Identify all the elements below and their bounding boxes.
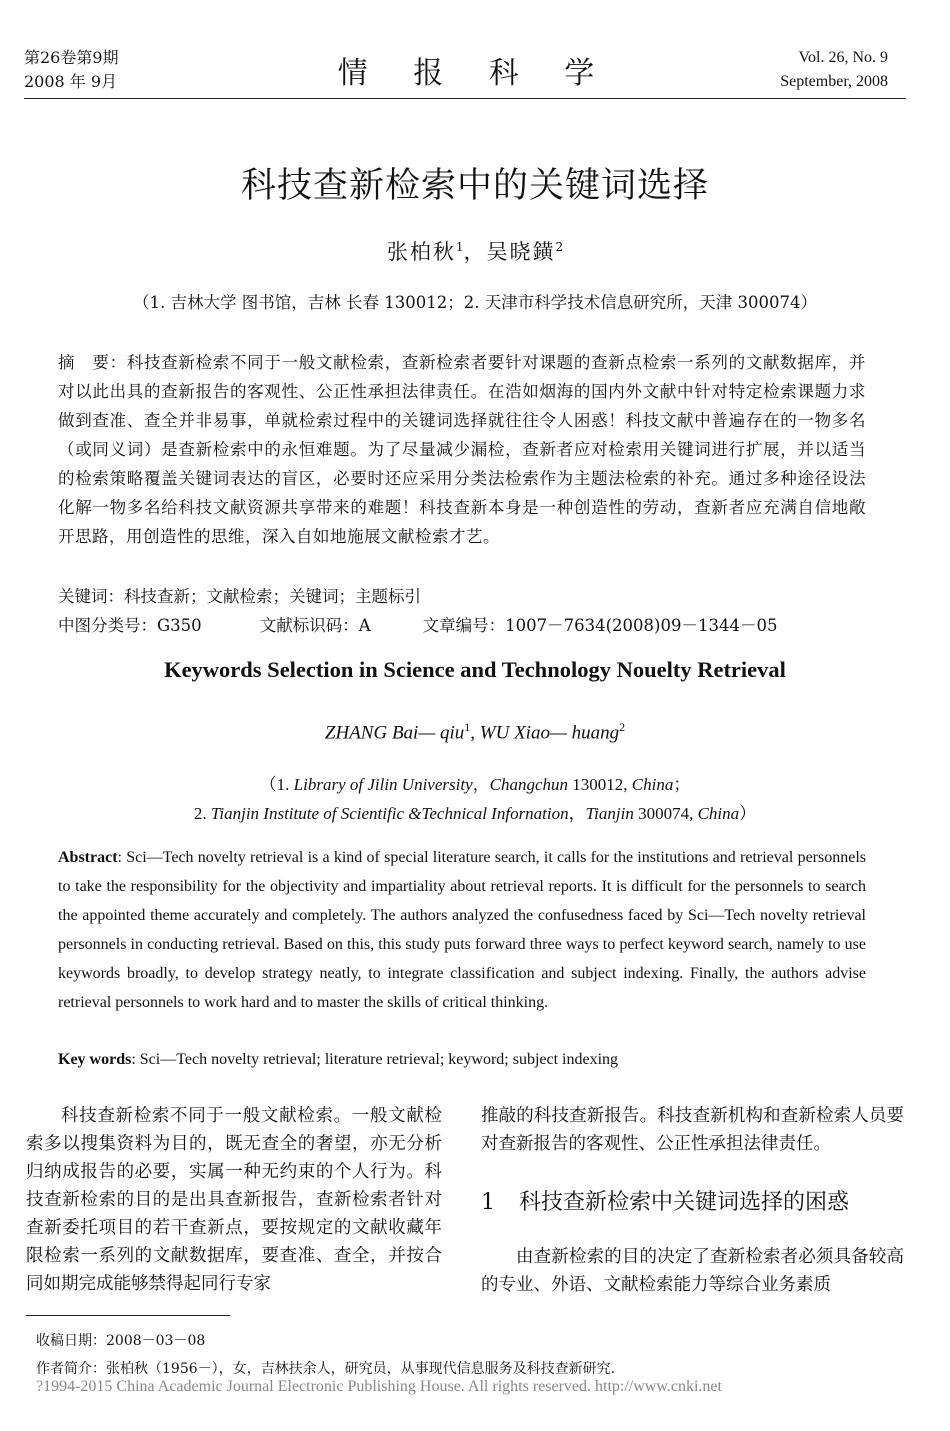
section-title: 科技查新检索中关键词选择的困惑 bbox=[519, 1190, 850, 1215]
keywords-en-text: : Sci—Tech novelty retrieval; literature retrieval; keyword; subject indexing bbox=[131, 1051, 619, 1068]
body-left-column bbox=[26, 1102, 442, 1298]
author-2-sup-en: 2 bbox=[619, 720, 626, 734]
header-date-en: September, 2008 bbox=[780, 73, 888, 90]
footnote-rule bbox=[26, 1315, 230, 1316]
affil-1-country: China bbox=[631, 775, 674, 794]
author-separator: ， bbox=[463, 240, 487, 264]
author-1-cn: 张柏秋 bbox=[386, 240, 456, 264]
affil-2-close: ） bbox=[739, 804, 757, 823]
authors-cn bbox=[0, 236, 950, 266]
author-separator-en: , bbox=[470, 722, 480, 744]
footnote-author-bio: 作者简介：张柏秋（1956－），女，吉林扶余人，研究员，从事现代信息服务及科技查新研究. bbox=[36, 1361, 616, 1377]
header-volume-issue-en: Vol. 26, No. 9 bbox=[798, 49, 888, 66]
document-code: 文献标识码：A bbox=[259, 616, 371, 635]
affiliation-en-line-1 bbox=[0, 770, 950, 799]
abstract-cn: 摘 要：科技查新检索不同于一般文献检索，查新检索者要针对课题的查新点检索一系列的文献数据库，并对以此出具的查新报告的客观性、公正性承担法律责任。在浩如烟海的国内外文献中针对特定检索课题力求做到查准、查全并非易事，单就检索过程中的关键词选择就往往令人困惑！科技文献中普遍存在的一物多名（或同义词）是查新检索中的永恒难题。为了尽量减少漏检，查新者应对检索用关键词进行扩展，并以适当的检索策略覆盖关键词表达的盲区，必要时还应采用分类法检索作为主题法检索的补充。通过多种途径设法化解一物多名给科技文献资源共享带来的难题！科技查新本身是一种创造性的劳动，查新者应充满自信地敞开思路，用创造性的思维，深入自如地施展文献检索才艺。 bbox=[58, 353, 866, 546]
authors-en bbox=[0, 720, 950, 744]
header-volume-issue: 第26卷第9期 bbox=[24, 48, 119, 67]
journal-name: 情 报 科 学 bbox=[337, 56, 613, 91]
keywords-cn: 关键词：科技查新；文献检索；关键词；主题标引 bbox=[58, 587, 421, 606]
affiliation-en bbox=[0, 770, 950, 828]
affil-1-sep: ， bbox=[472, 775, 490, 794]
header-date-cn: 2008 年 9月 bbox=[24, 72, 118, 91]
affil-1-close: ； bbox=[673, 775, 691, 794]
affil-2-open: 2. bbox=[193, 804, 211, 823]
keywords-en bbox=[58, 1045, 866, 1074]
abstract-en-label: Abstract bbox=[58, 849, 118, 866]
affil-2-sep: ， bbox=[568, 804, 586, 823]
clc-number: 中图分类号：G350 bbox=[58, 616, 202, 635]
body-paragraph-1: 科技查新检索不同于一般文献检索。一般文献检索多以搜集资料为目的，既无查全的奢望，亦无分析归纳成报告的必要，实属一种无约束的个人行为。科技查新检索的目的是出具查新报告，查新检索者针对查新委托项目的若干查新点，要按规定的文献收藏年限检索一系列的文献数据库，要查准、查全，并按合同如期完成能够禁得起同行专家 bbox=[26, 1106, 442, 1294]
body-paragraph-2: 推敲的科技查新报告。科技查新机构和查新检索人员要对查新报告的客观性、公正性承担法律责任。 bbox=[481, 1106, 904, 1154]
affiliation-cn: （1. 吉林大学 图书馆，吉林 长春 130012；2. 天津市科学技术信息研究所，天津 300074） bbox=[133, 293, 817, 312]
affil-1-code: 130012, bbox=[568, 775, 632, 794]
affil-1-open: （1. bbox=[259, 775, 294, 794]
abstract-en-text: : Sci—Tech novelty retrieval is a kind of special literature search, it calls for the institutions and retrieval personnels to take the responsibility for the objectivity and impartiality about retrieval reports. It is difficult for the personnels to search the appointed theme accurately and completely. The authors analyzed the confusedness faced by Sci—Tech novelty retrieval personnels in conducting retrieval. Based on this, this study puts forward three ways to perfect keyword search, namely to use keywords broadly, to develop strategy neatly, to integrate classification and subject indexing. Finally, the authors advise retrieval personnels to work hard and to master the skills of critical thinking. bbox=[58, 849, 866, 1011]
classification-row bbox=[58, 611, 866, 640]
body-paragraph-3: 由查新检索的目的决定了查新检索者必须具备较高的专业、外语、文献检索能力等综合业务素质 bbox=[481, 1247, 904, 1295]
affiliation-en-line-2 bbox=[0, 799, 950, 828]
section-number: 1 bbox=[481, 1190, 495, 1215]
copyright-notice: ?1994-2015 China Academic Journal Electronic Publishing House. All rights reserved. http://www.cnki.net bbox=[36, 1378, 722, 1395]
author-2-cn: 吴晓鐄 bbox=[486, 240, 556, 264]
body-right-column-2 bbox=[481, 1243, 904, 1299]
affil-2-code: 300074, bbox=[633, 804, 698, 823]
section-heading-1 bbox=[481, 1185, 904, 1221]
affil-1-city: Changchun bbox=[489, 775, 569, 794]
header-volume-en bbox=[780, 46, 888, 94]
affil-1-institution: Library of Jilin University bbox=[293, 775, 473, 794]
paper-title-cn: 科技查新检索中的关键词选择 bbox=[240, 166, 709, 206]
author-2-en: WU Xiao— huang bbox=[479, 722, 620, 744]
paper-title-en: Keywords Selection in Science and Technology Nouelty Retrieval bbox=[164, 657, 786, 682]
abstract-en bbox=[58, 843, 866, 1017]
affil-2-country: China bbox=[697, 804, 740, 823]
header-rule bbox=[24, 98, 906, 99]
affil-2-institution: Tianjin Institute of Scientific &Technical Infornation bbox=[210, 804, 569, 823]
author-2-sup: 2 bbox=[555, 240, 564, 254]
author-1-sup: 1 bbox=[455, 240, 464, 254]
affil-2-city: Tianjin bbox=[585, 804, 634, 823]
author-1-sup-en: 1 bbox=[464, 720, 471, 734]
keywords-en-label: Key words bbox=[58, 1051, 132, 1068]
author-1-en: ZHANG Bai— qiu bbox=[324, 722, 465, 744]
body-right-column bbox=[481, 1102, 904, 1158]
footnote-received: 收稿日期：2008－03－08 bbox=[36, 1333, 206, 1349]
article-number: 文章编号：1007－7634(2008)09－1344－05 bbox=[422, 616, 778, 635]
